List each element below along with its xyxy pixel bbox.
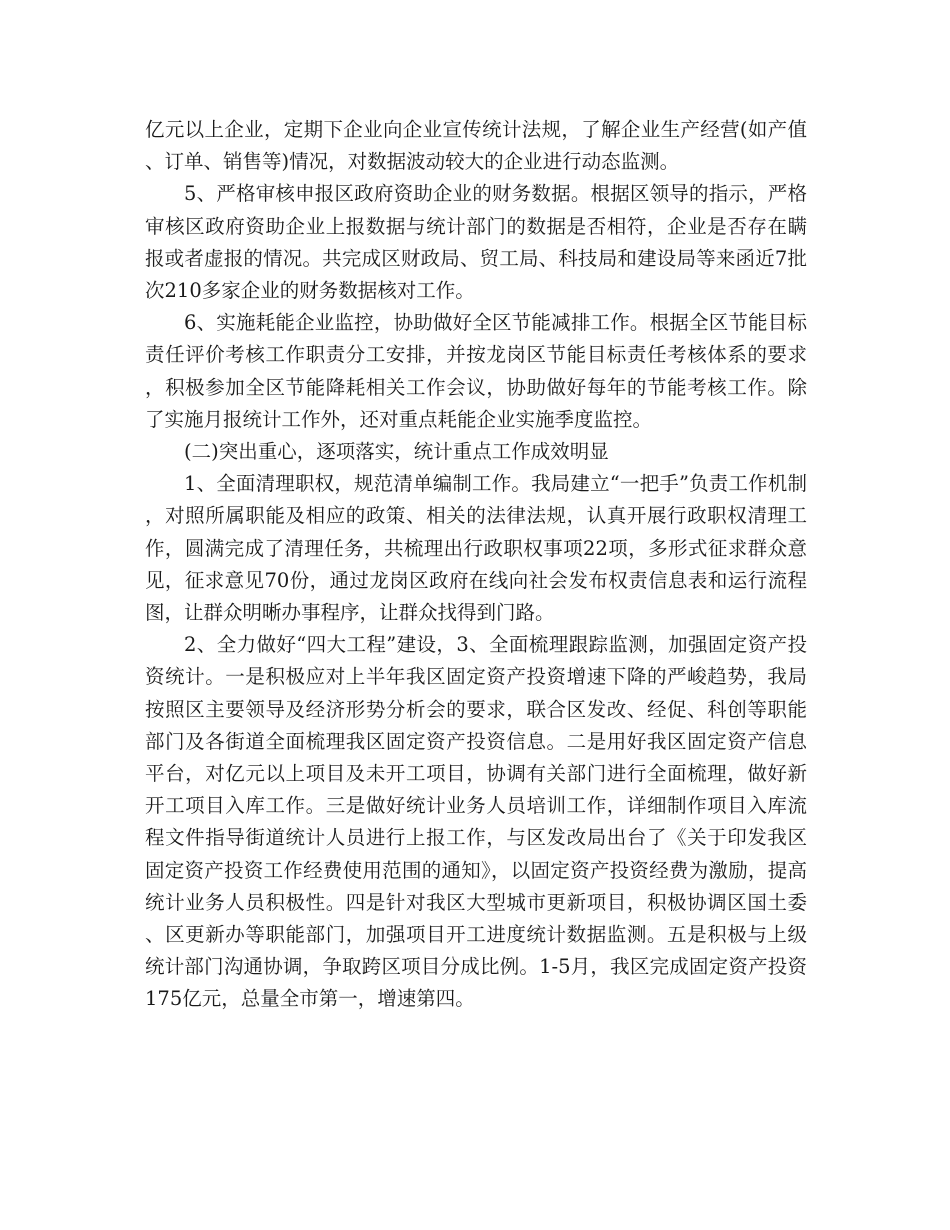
document-body (145, 114, 807, 1016)
paragraph-continuation: 亿元以上企业，定期下企业向企业宣传统计法规，了解企业生产经营(如产值、订单、销售等)情况，对数据波动较大的企业进行动态监测。 (145, 118, 807, 174)
section-heading: (二)突出重心，逐项落实，统计重点工作成效明显 (184, 440, 609, 464)
paragraph-item-2: 2、全力做好“四大工程”建设，3、全面梳理跟踪监测，加强固定资产投资统计。一是积极应对上半年我区固定资产投资增速下降的严峻趋势，我局按照区主要领导及经济形势分析会的要求，联合区发改、经促、科创等职能部门及各街道全面梳理我区固定资产投资信息。二是用好我区固定资产信息平台，对亿元以上项目及未开工项目，协调有关部门进行全面梳理，做好新开工项目入库工作。三是做好统计业务人员培训工作，详细制作项目入库流程文件指导街道统计人员进行上报工作，与区发改局出台了《关于印发我区固定资产投资工作经费使用范围的通知》，以固定资产投资经费为激励，提高统计业务人员积极性。四是针对我区大型城市更新项目，积极协调区国土委、区更新办等职能部门，加强项目开工进度统计数据监测。五是积极与上级统计部门沟通协调，争取跨区项目分成比例。1-5月，我区完成固定资产投资175亿元，总量全市第一，增速第四。 (145, 633, 807, 1011)
paragraph-item-6: 6、实施耗能企业监控，协助做好全区节能减排工作。根据全区节能目标责任评价考核工作职责分工安排，并按龙岗区节能目标责任考核体系的要求，积极参加全区节能降耗相关工作会议，协助做好每年的节能考核工作。除了实施月报统计工作外，还对重点耗能企业实施季度监控。 (145, 311, 807, 431)
paragraph-item-1: 1、全面清理职权，规范清单编制工作。我局建立“一把手”负责工作机制，对照所属职能及相应的政策、相关的法律法规，认真开展行政职权清理工作，圆满完成了清理任务，共梳理出行政职权事项22项，多形式征求群众意见，征求意见70份，通过龙岗区政府在线向社会发布权责信息表和运行流程图，让群众明晰办事程序，让群众找得到门路。 (145, 472, 807, 625)
paragraph-item-5: 5、严格审核申报区政府资助企业的财务数据。根据区领导的指示，严格审核区政府资助企业上报数据与统计部门的数据是否相符，企业是否存在瞒报或者虚报的情况。共完成区财政局、贸工局、科技局和建设局等来函近7批次210多家企业的财务数据核对工作。 (145, 182, 807, 303)
